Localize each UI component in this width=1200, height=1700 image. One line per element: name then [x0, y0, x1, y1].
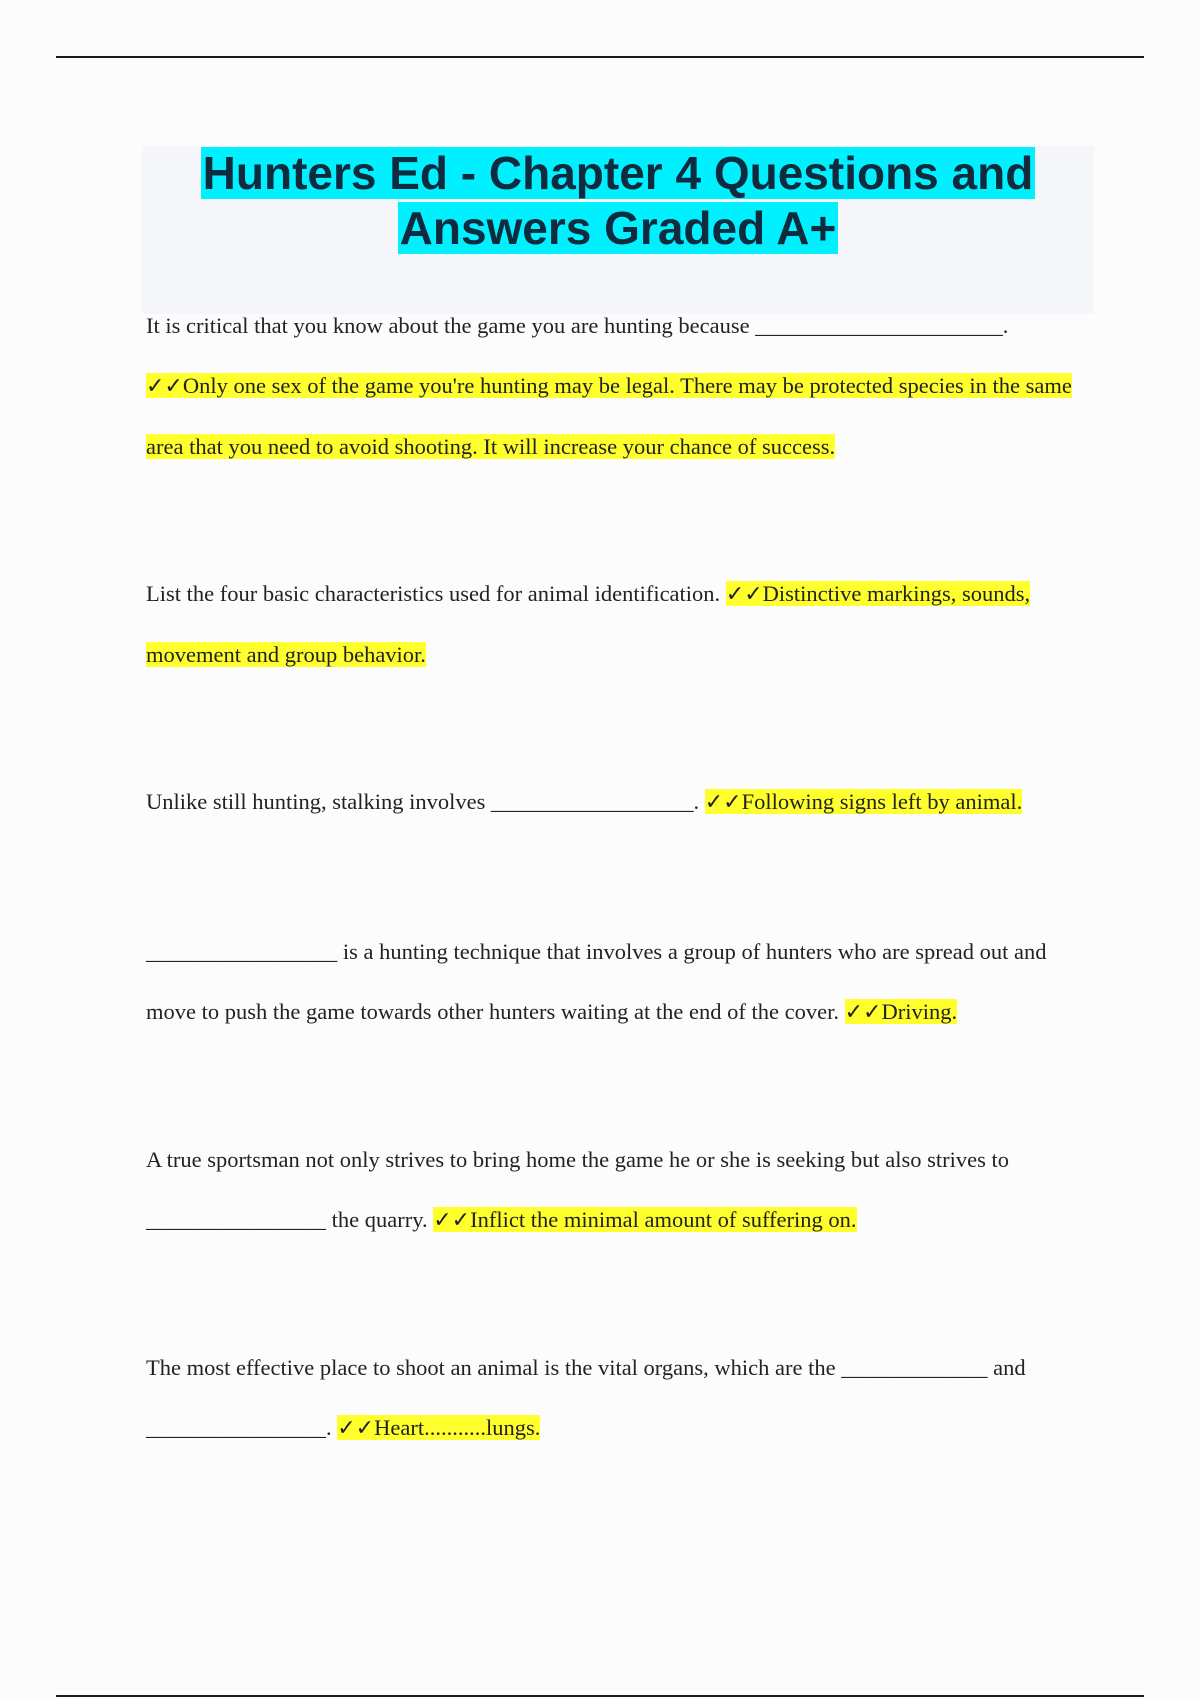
double-check-icon: ✓✓ — [704, 790, 742, 815]
answer-highlight — [845, 999, 958, 1024]
answer-text: Only one sex of the game you're hunting may be legal. There may be protected species in the same area that you need to avoid shooting. It will increase your chance of success. — [146, 373, 1072, 459]
qa-item-6 — [146, 1338, 1092, 1459]
question-text: Unlike still hunting, stalking involves __________________. — [146, 789, 700, 814]
qa-item-3 — [146, 772, 1092, 833]
qa-item-5 — [146, 1130, 1092, 1251]
title-line-1: Hunters Ed - Chapter 4 Questions and — [202, 147, 1034, 199]
answer-text: Following signs left by animal. — [741, 789, 1023, 814]
qa-item-4 — [146, 922, 1092, 1043]
bottom-rule — [56, 1695, 1144, 1697]
double-check-icon: ✓✓ — [146, 374, 183, 399]
answer-text: Heart...........lungs. — [374, 1415, 541, 1440]
title-line-2: Answers Graded A+ — [399, 202, 837, 254]
answer-text: Driving. — [881, 999, 958, 1024]
answer-text: Inflict the minimal amount of suffering on. — [470, 1207, 857, 1232]
qa-item-1 — [146, 296, 1092, 477]
answer-highlight — [146, 373, 1072, 459]
double-check-icon: ✓✓ — [433, 1208, 471, 1233]
question-text: The most effective place to shoot an animal is the vital organs, which are the _____________ and ________________. — [146, 1355, 1026, 1440]
question-text: It is critical that you know about the game you are hunting because ______________________. — [146, 313, 1009, 338]
document-title — [142, 146, 1094, 256]
question-text: List the four basic characteristics used for animal identification. — [146, 581, 721, 606]
question-text: _________________ is a hunting technique that involves a group of hunters who are spread out and move to push the game towards other hunters waiting at the end of the cover. — [146, 939, 1047, 1024]
answer-text: Distinctive markings, sounds, movement and group behavior. — [146, 581, 1031, 667]
answer-highlight — [337, 1415, 540, 1440]
question-text: A true sportsman not only strives to bring home the game he or she is seeking but also strives to ________________ the quarry. — [146, 1147, 1009, 1232]
double-check-icon: ✓✓ — [725, 582, 763, 607]
top-rule — [56, 56, 1144, 58]
double-check-icon: ✓✓ — [844, 1000, 882, 1025]
answer-highlight — [705, 789, 1023, 814]
qa-item-2 — [146, 564, 1092, 685]
double-check-icon: ✓✓ — [337, 1416, 375, 1441]
answer-highlight — [433, 1207, 856, 1232]
